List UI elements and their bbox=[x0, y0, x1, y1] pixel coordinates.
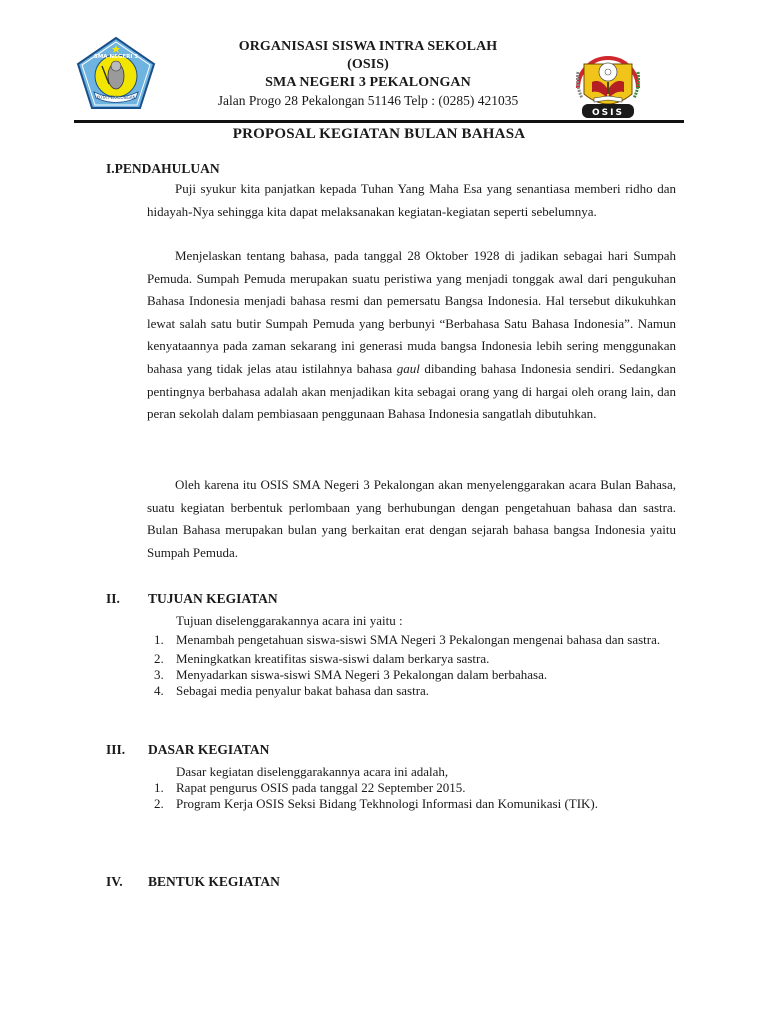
italic-term: gaul bbox=[396, 360, 420, 376]
section-intro-dasar: Dasar kegiatan diselenggarakannya acara ini adalah, bbox=[176, 764, 449, 779]
paragraph-opening: Puji syukur kita panjatkan kepada Tuhan Yang Maha Esa yang senantiasa memberi ridho dan hidayah-Nya sehingga kita dapat melaksanakan kegiatan-kegiatan seperti sebelumnya. bbox=[147, 181, 676, 219]
osis-emblem-icon bbox=[570, 42, 646, 122]
section-title: TUJUAN KEGIATAN bbox=[148, 591, 278, 606]
school-name: SMA NEGERI 3 PEKALONGAN bbox=[265, 75, 471, 90]
list-item: 4. Sebagai media penyalur bakat bahasa dan sastra. bbox=[154, 683, 430, 698]
paragraph-event-purpose: Oleh karena itu OSIS SMA Negeri 3 Pekalongan akan menyelenggarakan acara Bulan Bahasa, suatu kegiatan berbentuk perlombaan yang berhubungan dengan pengetahuan bahasa dan sastra. Bulan Bahasa merupakan bulan yang berkaitan erat dengan sejarah bahasa bangsa Indonesia yaitu Sumpah Pemuda. bbox=[147, 477, 676, 560]
section-number: II. bbox=[106, 591, 120, 606]
list-item: 2. Meningkatkan kreatifitas siswa-siswi dalam berkarya sastra. bbox=[154, 651, 490, 666]
letterhead bbox=[76, 36, 686, 118]
org-abbreviation: (OSIS) bbox=[347, 57, 389, 72]
section-title: BENTUK KEGIATAN bbox=[148, 874, 280, 889]
svg-text:KOTA PEKALONGAN: KOTA PEKALONGAN bbox=[96, 95, 136, 100]
list-item: 1. Rapat pengurus OSIS pada tanggal 22 September 2015. bbox=[154, 780, 466, 795]
letterhead-text bbox=[168, 38, 568, 110]
basis-list bbox=[150, 780, 680, 812]
objectives-list bbox=[150, 629, 680, 699]
svg-text:SMA NEGERI 3: SMA NEGERI 3 bbox=[93, 54, 139, 60]
section-heading-pendahuluan bbox=[106, 160, 220, 178]
list-item: 1. Menambah pengetahuan siswa-siswi SMA Negeri 3 Pekalongan mengenai bahasa dan sastra. bbox=[154, 632, 661, 647]
school-address: Jalan Progo 28 Pekalongan 51146 Telp : (0285) 421035 bbox=[217, 93, 519, 108]
section-heading-text: I.PENDAHULUAN bbox=[106, 161, 220, 176]
document-title: PROPOSAL KEGIATAN BULAN BAHASA bbox=[232, 126, 526, 142]
section-number: IV. bbox=[106, 874, 123, 889]
section-intro-tujuan: Tujuan diselenggarakannya acara ini yaitu : bbox=[176, 613, 403, 628]
section-number: III. bbox=[106, 742, 126, 757]
list-item: 2. Program Kerja OSIS Seksi Bidang Tekhnologi Informasi dan Komunikasi (TIK). bbox=[154, 796, 599, 811]
org-name: ORGANISASI SISWA INTRA SEKOLAH bbox=[238, 39, 498, 54]
school-crest-icon bbox=[76, 36, 156, 110]
section-title: DASAR KEGIATAN bbox=[148, 742, 270, 757]
letterhead-divider bbox=[74, 120, 684, 123]
list-item: 3. Menyadarkan siswa-siswi SMA Negeri 3 Pekalongan dalam berbahasa. bbox=[154, 667, 548, 682]
paragraph-language-history: Menjelaskan tentang bahasa, pada tanggal 28 Oktober 1928 di jadikan sebagai hari Sumpah Pemuda. Sumpah Pemuda merupakan suatu peristiwa yang menjadi tonggak awal dari pengukuhan Bahasa Indonesia menjadi bahasa resmi dan pemersatu Bangsa Indonesia. Hal tersebut dikukuhkan lewat salah satu butir Sumpah Pemuda yang berbunyi “Berbahasa Satu Bahasa Indonesia”. Namun kenyataannya pada zaman sekarang ini generasi muda bangsa Indonesia lebih sering menggunakan bahasa yang tidak jelas atau istilahnya bahasa gaul dibanding bahasa Indonesia sendiri. Sedangkan pentingnya berbahasa adalah akan menjadikan kita sebagai orang yang di hargai oleh orang lain, dan peran sekolah dalam pembiasaan penggunaan Bahasa Indonesia sangatlah dibutuhkan. bbox=[147, 248, 677, 422]
svg-text:OSIS: OSIS bbox=[592, 108, 624, 118]
